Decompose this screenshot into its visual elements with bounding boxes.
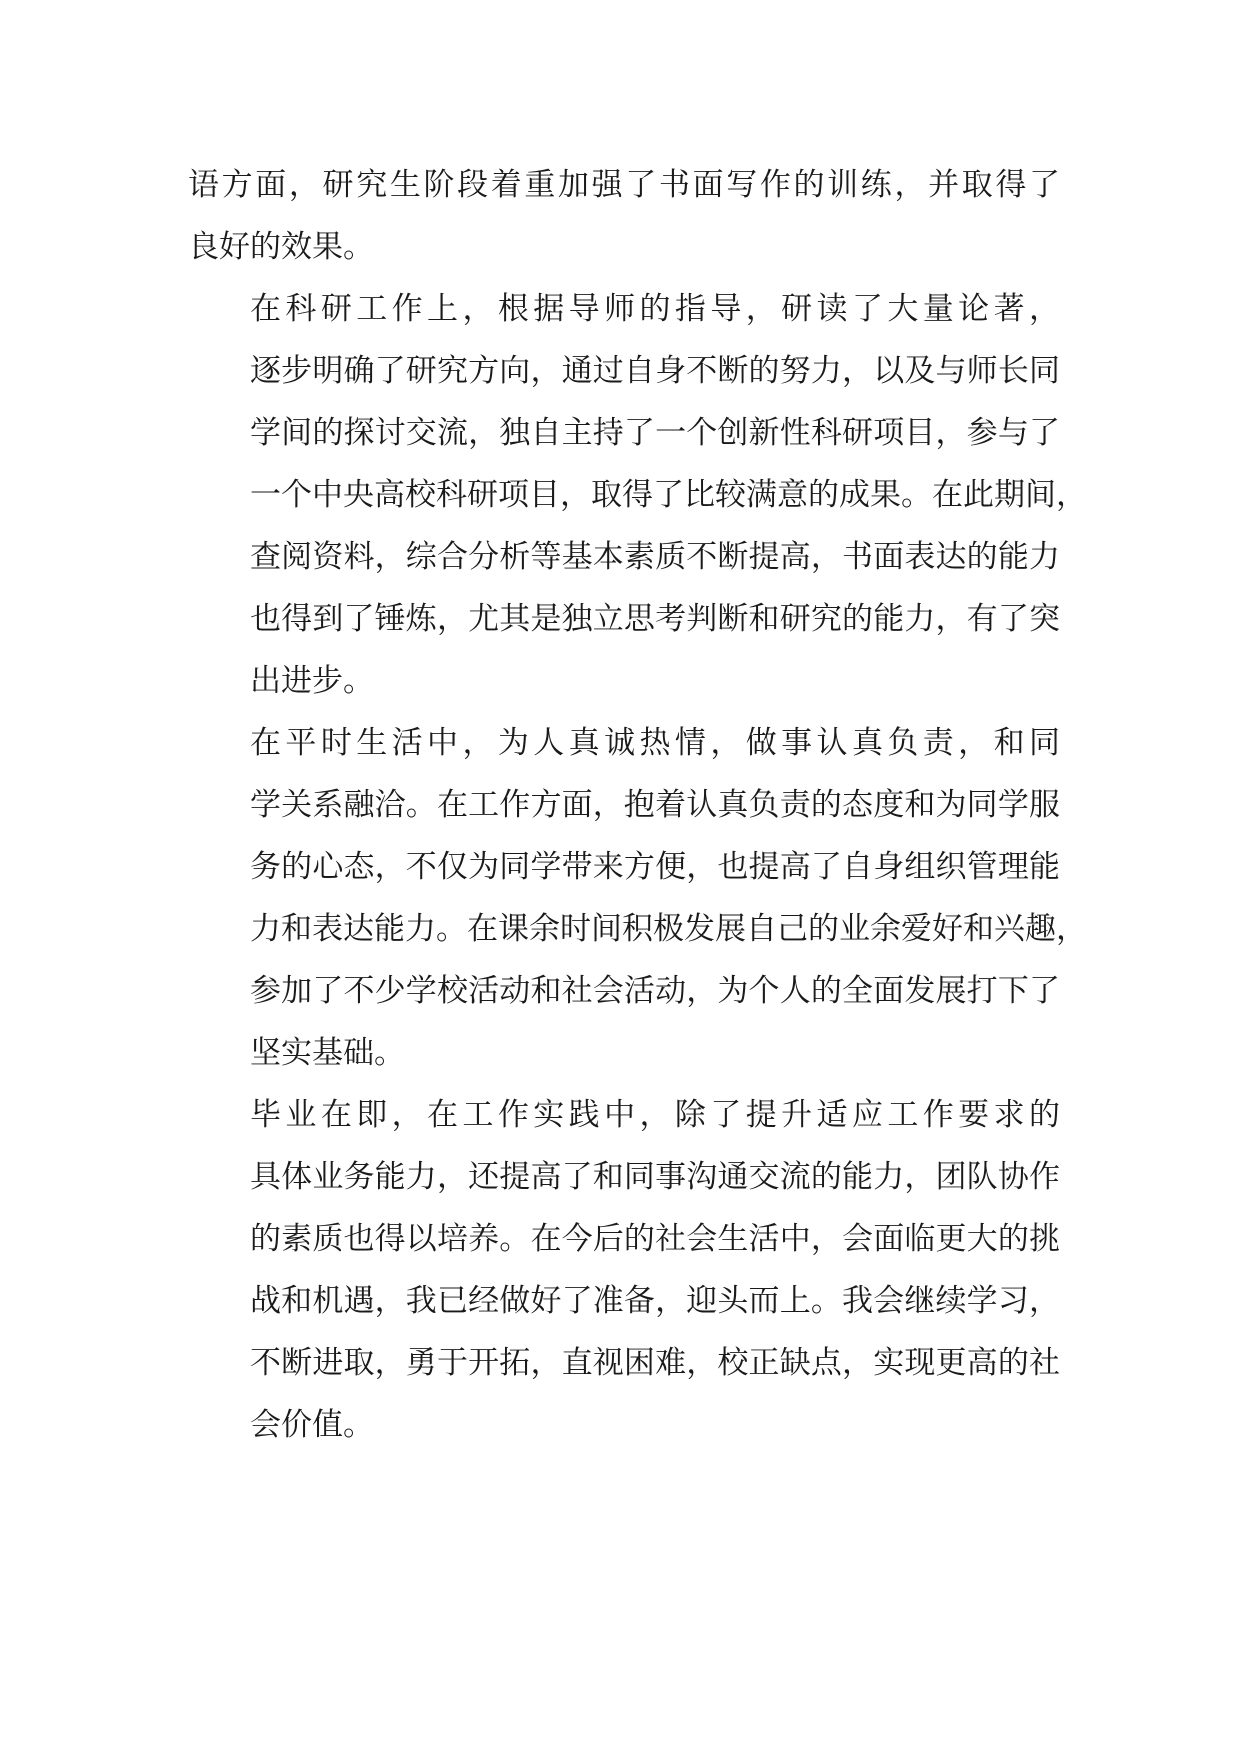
text-line: 力和表达能力。在课余时间积极发展自己的业余爱好和兴趣，: [250, 911, 1087, 947]
text-line: 战和机遇，我已经做好了准备，迎头而上。我会继续学习，: [250, 1283, 1060, 1319]
text-line: 会价值。: [250, 1407, 374, 1443]
text-line: 参加了不少学校活动和社会活动，为个人的全面发展打下了: [250, 973, 1060, 1009]
text-line: 学间的探讨交流，独自主持了一个创新性科研项目，参与了: [250, 415, 1060, 451]
text-line: 毕业在即，在工作实践中，除了提升适应工作要求的: [250, 1097, 1060, 1133]
text-line: 逐步明确了研究方向，通过自身不断的努力，以及与师长同: [250, 353, 1060, 389]
document-body: [188, 154, 1087, 1456]
text-line: 具体业务能力，还提高了和同事沟通交流的能力，团队协作: [250, 1159, 1060, 1195]
paragraph-3: [188, 712, 1087, 1084]
text-line: 不断进取，勇于开拓，直视困难，校正缺点，实现更高的社: [250, 1345, 1060, 1381]
text-line: 学关系融洽。在工作方面，抱着认真负责的态度和为同学服: [250, 787, 1060, 823]
text-line: 一个中央高校科研项目，取得了比较满意的成果。在此期间，: [250, 477, 1087, 513]
text-line: 在科研工作上，根据导师的指导，研读了大量论著，: [250, 291, 1060, 327]
text-line: 坚实基础。: [250, 1035, 405, 1071]
text-line: 的素质也得以培养。在今后的社会生活中，会面临更大的挑: [250, 1221, 1060, 1257]
text-line: 在平时生活中，为人真诚热情，做事认真负责，和同: [250, 725, 1060, 761]
paragraph-2: [188, 278, 1087, 712]
paragraph-4: [188, 1084, 1060, 1456]
text-line: 出进步。: [250, 663, 374, 699]
text-line: 查阅资料，综合分析等基本素质不断提高，书面表达的能力: [250, 539, 1060, 575]
text-line: 务的心态，不仅为同学带来方便，也提高了自身组织管理能: [250, 849, 1060, 885]
text-line: 也得到了锤炼，尤其是独立思考判断和研究的能力，有了突: [250, 601, 1060, 637]
text-line: 语方面，研究生阶段着重加强了书面写作的训练，并取得了: [188, 167, 1060, 203]
paragraph-1: [188, 154, 1060, 278]
text-line: 良好的效果。: [188, 229, 374, 265]
